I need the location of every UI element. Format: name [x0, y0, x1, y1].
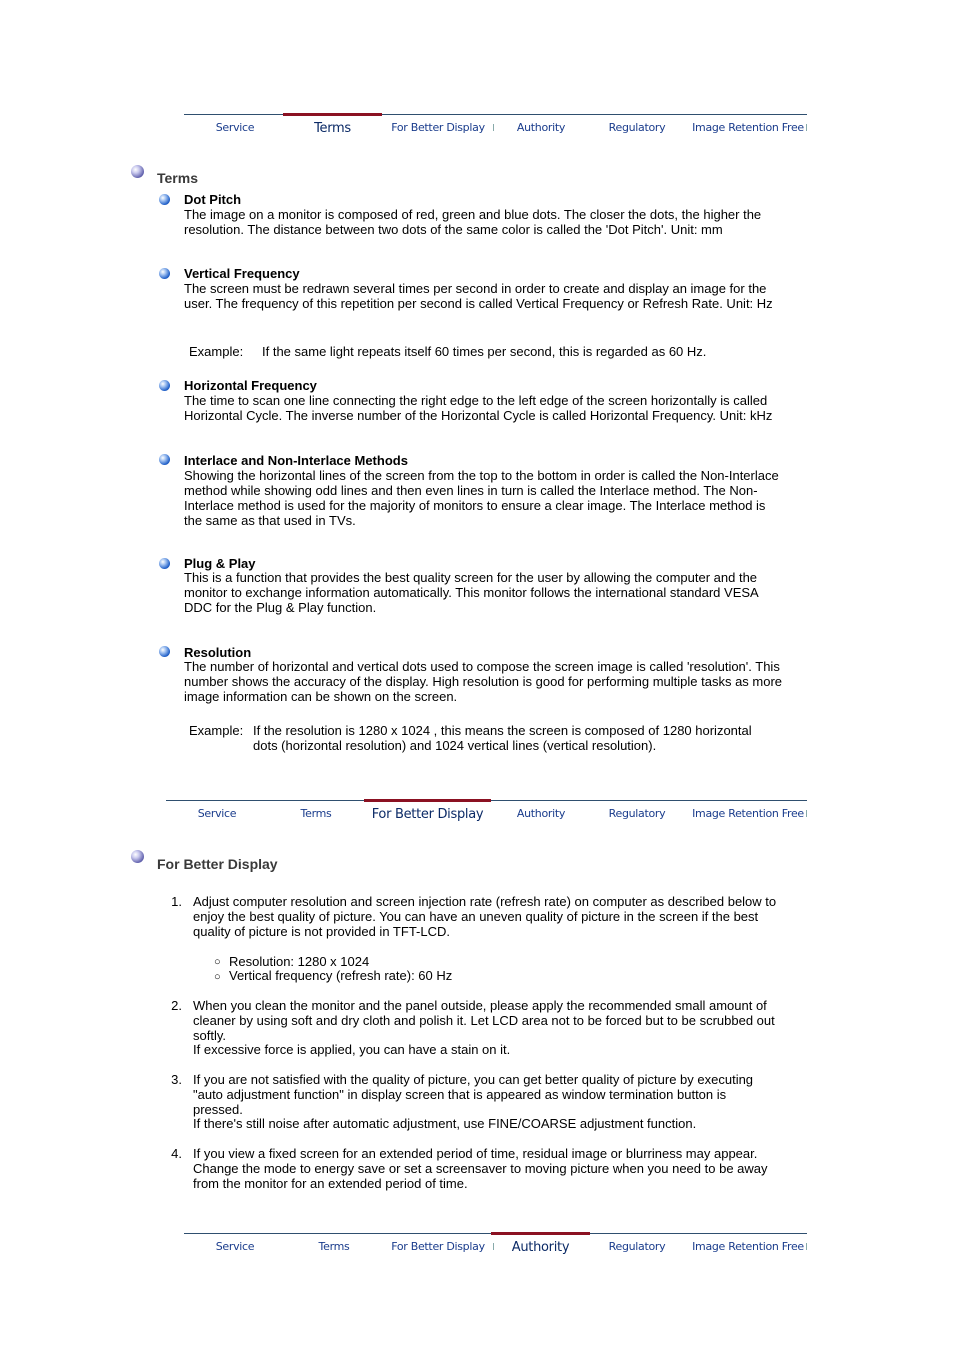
tab-image-retention-free[interactable]: Image Retention Free: [692, 1240, 804, 1253]
list-number: 4.: [171, 1146, 182, 1161]
tab-for-better-display[interactable]: For Better Display: [384, 115, 492, 141]
list-number: 3.: [171, 1072, 182, 1087]
tab-service[interactable]: Service: [215, 1240, 255, 1253]
list-item: If you view a fixed screen for an extended period of time, residual image or blurriness may appear. Change the mode to energy save or set a screensaver to moving picture when you need to be away from the monitor for an extended period of time.: [193, 1146, 768, 1191]
term-description: The image on a monitor is composed of red, green and blue dots. The closer the dots, the higher the resolution. The distance between two dots of the same color is called the 'Dot Pitch'. Unit: mm: [184, 207, 762, 237]
tab-authority[interactable]: Authority: [516, 807, 566, 820]
tab-regulatory[interactable]: Regulatory: [608, 1240, 666, 1253]
tab-regulatory[interactable]: Regulatory: [608, 121, 666, 134]
list-number: 1.: [171, 894, 182, 909]
tab-image-retention-free[interactable]: Image Retention Free: [692, 121, 804, 134]
term-title: Resolution: [184, 645, 252, 660]
term-bullet-icon: [159, 646, 170, 657]
tab-regulatory[interactable]: Regulatory: [608, 807, 666, 820]
term-bullet-icon: [159, 454, 170, 465]
circle-bullet-icon: ○: [214, 956, 221, 968]
tab-bar-middle: [166, 800, 807, 827]
tab-service[interactable]: Service: [197, 807, 237, 820]
example-block: [189, 344, 789, 360]
tab-bar-bottom: [184, 1233, 807, 1260]
term-title: Interlace and Non-Interlace Methods: [184, 453, 408, 468]
list-item: If you are not satisfied with the quality of picture, you can get better quality of picture by executing "auto adjustment function" in display screen that is appeared as window termination button is pressed.: [193, 1072, 754, 1117]
tab-separator: [806, 1243, 807, 1250]
term-bullet-icon: [159, 558, 170, 569]
term-bullet-icon: [159, 194, 170, 205]
tab-authority[interactable]: Authority: [516, 121, 566, 134]
list-number: 2.: [171, 998, 182, 1013]
example-label: Example:: [189, 344, 244, 359]
section-title-better-display: For Better Display: [157, 856, 278, 872]
tab-for-better-display[interactable]: For Better Display: [364, 799, 491, 828]
sub-list-item: Resolution: 1280 x 1024: [229, 954, 370, 969]
tab-service[interactable]: Service: [215, 121, 255, 134]
term-bullet-icon: [159, 268, 170, 279]
term-description: The time to scan one line connecting the right edge to the left edge of the screen horizontally is called Horizontal Cycle. The inverse number of the Horizontal Cycle is called Horizontal Frequency. Unit: kHz: [184, 393, 773, 423]
tab-separator: [806, 124, 807, 131]
example-label: Example:: [189, 723, 244, 738]
sub-list-item: Vertical frequency (refresh rate): 60 Hz: [229, 968, 453, 983]
section-bullet-icon: [131, 165, 144, 178]
circle-bullet-icon: ○: [214, 971, 221, 983]
term-title: Dot Pitch: [184, 192, 242, 207]
list-item: When you clean the monitor and the panel outside, please apply the recommended small amount of cleaner by using soft and dry cloth and polish it. Let LCD area not to be forced but to be scrubbed out softly.: [193, 998, 775, 1043]
tab-authority[interactable]: Authority: [491, 1232, 590, 1261]
term-description: The screen must be redrawn several times per second in order to create and display an image for the user. The frequency of this repetition per second is called Vertical Frequency or Refresh Rate. Unit: Hz: [184, 281, 773, 311]
example-text: If the same light repeats itself 60 times per second, this is regarded as 60 Hz.: [262, 344, 707, 359]
term-description: The number of horizontal and vertical dots used to compose the screen image is called 'resolution'. This number shows the accuracy of the display. High resolution is good for performing multiple tasks as more image information can be shown on the screen.: [184, 659, 783, 704]
tab-image-retention-free[interactable]: Image Retention Free: [692, 807, 804, 820]
example-block: [189, 723, 789, 755]
tab-terms[interactable]: Terms: [283, 113, 382, 142]
list-item: Adjust computer resolution and screen injection rate (refresh rate) on computer as described below to enjoy the best quality of picture. You can have an uneven quality of picture in the screen if the best quality of picture is not provided in TFT-LCD.: [193, 894, 777, 939]
term-title: Vertical Frequency: [184, 266, 300, 281]
list-item-note: If there's still noise after automatic adjustment, use FINE/COARSE adjustment function.: [193, 1116, 697, 1131]
tab-terms[interactable]: Terms: [300, 807, 332, 820]
term-title: Plug & Play: [184, 556, 256, 571]
list-item-note: If excessive force is applied, you can have a stain on it.: [193, 1042, 511, 1057]
tab-bar-top: [184, 114, 807, 141]
section-title-terms: Terms: [157, 170, 198, 186]
term-title: Horizontal Frequency: [184, 378, 317, 393]
tab-for-better-display[interactable]: For Better Display: [384, 1234, 492, 1260]
term-bullet-icon: [159, 380, 170, 391]
term-description: Showing the horizontal lines of the screen from the top to the bottom in order is called the Non-Interlace method while showing odd lines and then even lines in turn is called the Interlace method. The Non-Interlace method is used for the majority of monitors to ensure a clear image. The Interlace method is the same as that used in TVs.: [184, 468, 779, 528]
example-text: If the resolution is 1280 x 1024 , this means the screen is composed of 1280 horizontal dots (horizontal resolution) and 1024 vertical lines (vertical resolution).: [253, 723, 752, 753]
tab-terms[interactable]: Terms: [318, 1240, 350, 1253]
section-bullet-icon: [131, 850, 144, 863]
tab-separator: [806, 810, 807, 817]
term-description: This is a function that provides the best quality screen for the user by allowing the computer and the monitor to exchange information automatically. This monitor follows the international standard VESA DDC for the Plug & Play function.: [184, 570, 758, 615]
